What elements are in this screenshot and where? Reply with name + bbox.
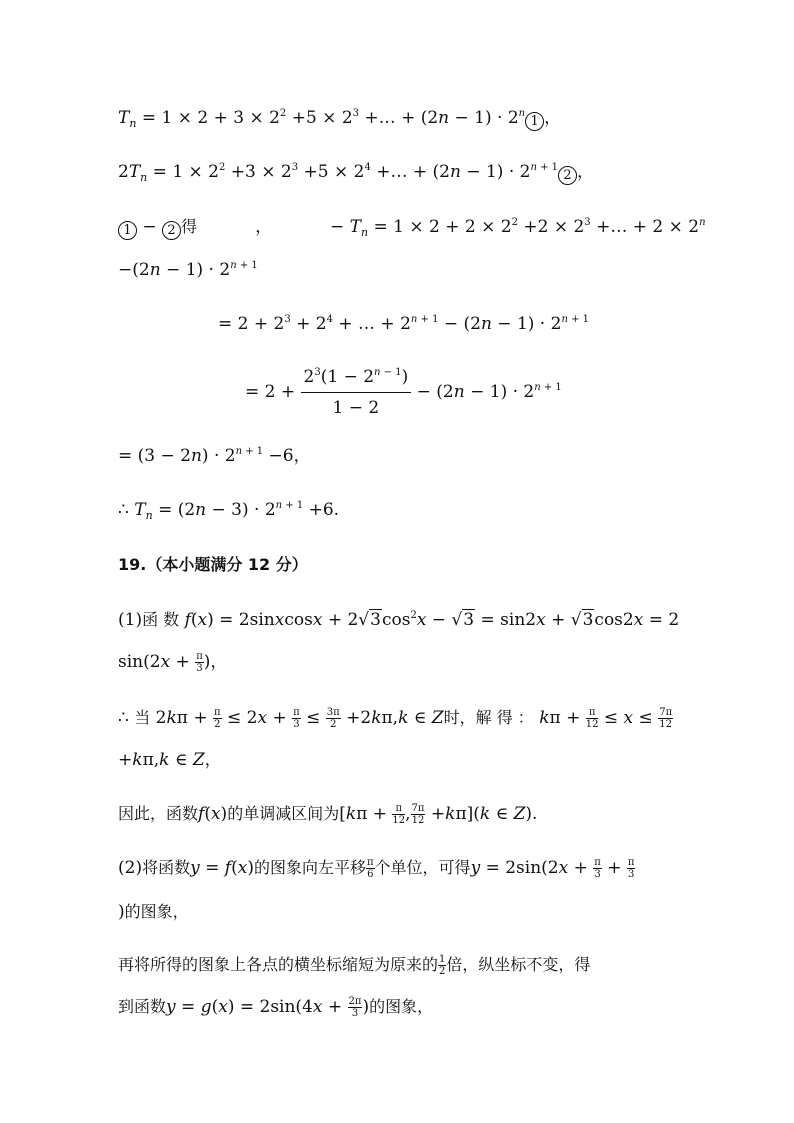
part1-inequality-cont: +kπ,k ∈ Z， — [118, 750, 222, 770]
conclusion-tn: ∴ $T_n = (2n - 3) \cdot 2^{n + 1} +6$. — [118, 500, 340, 522]
circled-two-marker: 2 — [558, 166, 577, 185]
tn-definition: $T_n = 1 \times 2 + 3 \times 2^2 +5 \times 2^3$ +… + $(2n - 1) \cdot 2^n1$ ， — [118, 108, 562, 130]
part1-inequality: ∴ 当 2kπ + $\frac{\pi}{2}$ ≤ 2x + $\frac{\pi}{3}$ ≤ $\frac{3\pi}{2}$ +2kπ,k ∈ Z时，解 得 ： kπ + $\frac{\pi}{12}$ ≤ x ≤ $\frac{7\pi}{12}$ — [118, 707, 673, 730]
sum-expansion: = $2 + 2^3 + 2^4$ + … + $2^{n + 1} - (2n - 1) \cdot 2^{n + 1}$ — [218, 314, 589, 334]
two-tn-definition: $2T_n = 1 \times 2^2 +3 \times 2^3 +5 \times 2^4$ +… + $(2n - 1) \cdot 2^{n + 1}2$ ， — [118, 162, 595, 184]
simplified-result: = $(3 - 2n) \cdot 2^{n + 1} -6$， — [118, 446, 311, 466]
part1-function-expansion: (1)函 数 f(x) = 2sinxcosx + $2√3\cos^2x - √3 = \sin 2x + √3\cos 2x = 2$ — [118, 610, 680, 630]
subtract-step-label: 1 − 2 得 ， — [118, 216, 272, 240]
question-19-heading: 19.（本小题满分 12 分） — [118, 555, 308, 574]
part1-decreasing-interval: 因此，函数f(x)的单调减区间为[kπ + $\frac{\pi}{12}$ , $\frac{7\pi}{12}$ +kπ](k ∈ Z). — [118, 803, 538, 826]
part2-g-function: 到函数y = g(x) = 2sin(4x + $\frac{2\pi}{3}$ )的图象， — [118, 996, 434, 1019]
neg-tn-continuation: $-(2n - 1) \cdot 2^{n + 1}$ — [118, 260, 258, 280]
part2-shift: (2)将函数y = f(x)的图象向左平移 $\frac{\pi}{6}$ 个单位，可得y = 2sin(2x + $\frac{\pi}{3}$ + $\frac{\pi}{3}$ — [118, 857, 635, 880]
part2-shift-cont: )的图象， — [118, 902, 189, 922]
part2-compress: 再将所得的图象上各点的横坐标缩短为原来的 $\frac{1}{2}$ 倍，纵坐标不变，得 — [118, 954, 591, 977]
part1-function-result: sin(2x + $\frac{\pi}{3}$ )， — [118, 651, 228, 674]
circled-one-marker: 1 — [525, 112, 544, 131]
geometric-fraction: $\frac{2^3(1 - 2^{n - 1})}{1 - 2}$ — [301, 364, 412, 421]
geometric-sum-fraction: = 2 + $\frac{2^3(1 - 2^{n - 1})}{1 - 2}$ − $(2n - 1) \cdot 2^{n + 1}$ — [245, 364, 562, 421]
neg-tn-equation: − $T_n = 1 \times 2 + 2 \times 2^2 +2 \times 2^3$ +… + $2 \times 2^n$ — [330, 217, 706, 239]
